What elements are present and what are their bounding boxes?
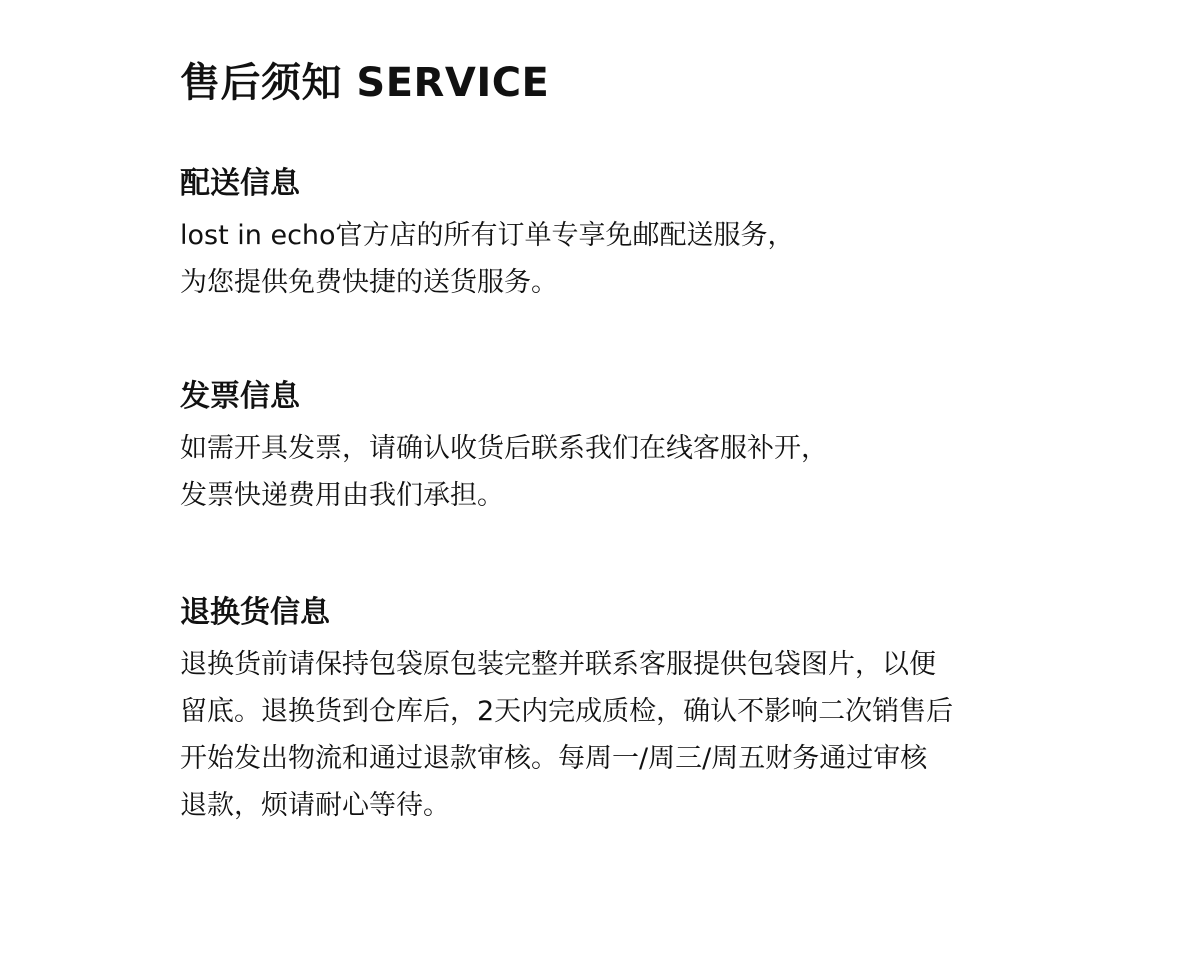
section-body bbox=[180, 212, 1040, 306]
section-body bbox=[180, 641, 1040, 829]
body-line: 留底。退换货到仓库后，2天内完成质检，确认不影响二次销售后 bbox=[180, 696, 954, 727]
invoice-info-section bbox=[180, 377, 1040, 519]
section-body bbox=[180, 425, 1040, 519]
body-line: 如需开具发票，请确认收货后联系我们在线客服补开， bbox=[180, 433, 828, 464]
delivery-info-section bbox=[180, 164, 1040, 306]
section-heading: 配送信息 bbox=[180, 166, 300, 201]
section-heading: 退换货信息 bbox=[180, 595, 330, 630]
body-line: 退款，烦请耐心等待。 bbox=[180, 790, 450, 821]
return-exchange-info-section bbox=[180, 593, 1040, 829]
body-line: 退换货前请保持包袋原包装完整并联系客服提供包袋图片，以便 bbox=[180, 649, 936, 680]
page-title: 售后须知 SERVICE bbox=[180, 60, 550, 106]
section-heading: 发票信息 bbox=[180, 379, 300, 414]
body-line: 发票快递费用由我们承担。 bbox=[180, 480, 504, 511]
body-line: lost in echo官方店的所有订单专享免邮配送服务， bbox=[180, 220, 795, 251]
body-line: 开始发出物流和通过退款审核。每周一/周三/周五财务通过审核 bbox=[180, 743, 928, 774]
body-line: 为您提供免费快捷的送货服务。 bbox=[180, 267, 558, 298]
